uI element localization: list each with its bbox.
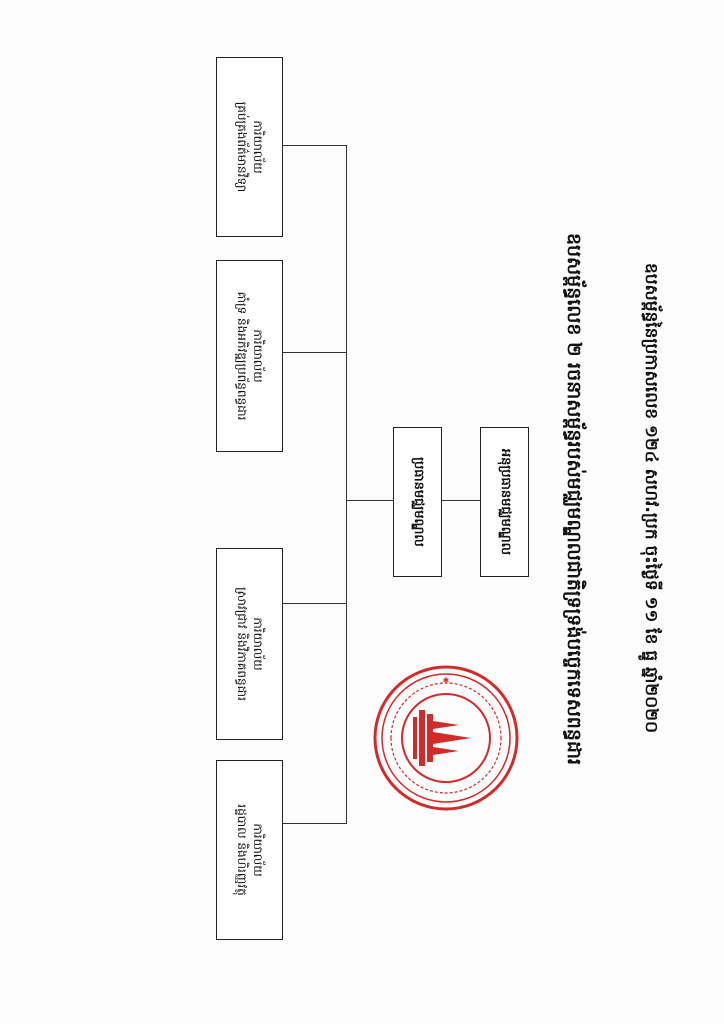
connector-unit-1 [281,145,346,146]
official-seal-icon [371,663,521,813]
connector-unit-4 [281,823,346,824]
document-title: ឧបសម្ព័ន្ធលេខ ២ រចនាសម្ព័ន្ធរបស់មជ្ឈមណ្ឌលជាតិទ្រទ្រង់បច្ចេកទេសពន្ធដារ [563,232,585,766]
unit-box-3 [216,548,283,740]
svg-text:✱: ✱ [442,676,450,685]
unit-2-line1: ការិយាល័យ [251,329,265,383]
deputy-box [480,427,529,577]
director-label: ប្រធានមជ្ឈមណ្ឌល [411,457,426,547]
unit-1-line2: គ្រប់គ្រងព័ត៌មានវិទ្យា [235,101,249,193]
unit-box-4 [216,760,283,940]
unit-4-line2: រដ្ឋបាល និងហិរញ្ញវត្ថុ [235,804,249,896]
connector-main-spine [346,145,347,824]
unit-2-line2: គាំទ្រ និងអភិវឌ្ឍប្រព័ន្ធពន្ធដារ [235,291,249,421]
connector-deputy [440,500,480,501]
unit-4-line1: ការិយាល័យ [251,823,265,877]
connector-unit-2 [281,352,346,353]
connector-director [346,500,393,501]
date-line: ឧបសម្ព័ន្ធនៃប្រកាសលេខ ១២៤ សហវ.ប្រក ចុះថ្ងៃទី ១១ ខែ ធ្នូ ឆ្នាំ២០២០ [641,262,661,734]
unit-3-line1: ការិយាល័យ [251,617,265,671]
unit-box-2 [216,260,283,452]
connector-unit-3 [281,603,346,604]
unit-3-line2: ស្រាវជ្រាវ និងវិភាគពន្ធដារ [235,587,249,701]
unit-box-1 [216,57,283,237]
deputy-label: អនុប្រធានមជ្ឈមណ្ឌល [498,448,513,556]
director-box [393,427,442,577]
unit-1-line1: ការិយាល័យ [251,120,265,174]
